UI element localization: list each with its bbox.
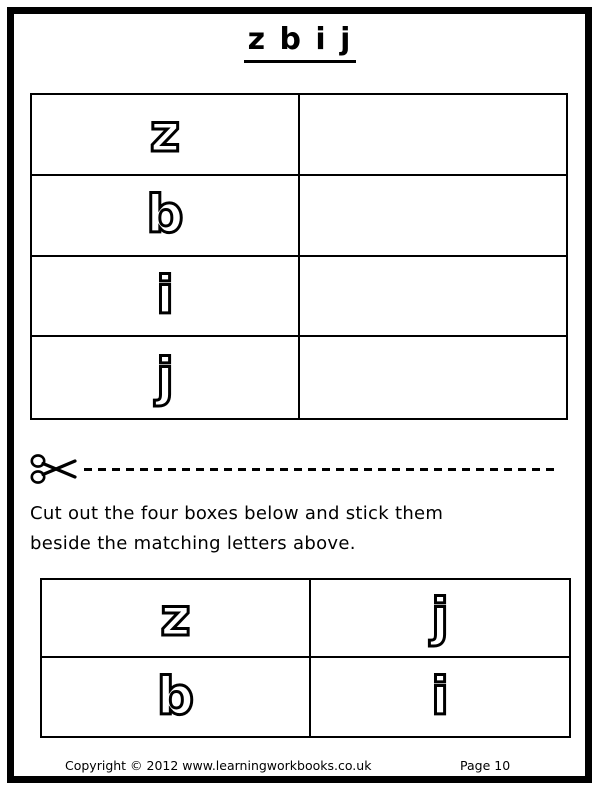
letter-cell-b bbox=[32, 176, 300, 257]
instruction-line-2: beside the matching letters above. bbox=[30, 533, 356, 554]
bubble-letter-b: b bbox=[146, 185, 184, 246]
copyright-text: Copyright © 2012 www.learningworkbooks.co.uk bbox=[65, 758, 372, 773]
scissors-icon bbox=[30, 452, 78, 486]
answer-cell-j bbox=[300, 337, 566, 418]
cutout-cell-i bbox=[311, 658, 569, 736]
bubble-letter-i-cutout: i bbox=[431, 667, 449, 727]
bubble-letter-z: z bbox=[149, 104, 181, 165]
letter-cell-j bbox=[32, 337, 300, 418]
page-number: Page 10 bbox=[460, 758, 511, 773]
answer-cell-i bbox=[300, 257, 566, 338]
title-row bbox=[0, 22, 600, 63]
cutout-table bbox=[40, 578, 571, 738]
instruction-line-1: Cut out the four boxes below and stick them bbox=[30, 503, 444, 524]
instruction-text bbox=[30, 499, 550, 559]
letter-match-table bbox=[30, 93, 568, 420]
cutout-cell-j bbox=[311, 580, 569, 658]
cut-line-row bbox=[30, 452, 558, 486]
cutout-cell-b bbox=[42, 658, 311, 736]
bubble-letter-b-cutout: b bbox=[156, 667, 195, 727]
letter-cell-i bbox=[32, 257, 300, 338]
answer-cell-b bbox=[300, 176, 566, 257]
cutout-cell-z bbox=[42, 580, 311, 658]
answer-cell-z bbox=[300, 95, 566, 176]
bubble-letter-j: j bbox=[156, 347, 174, 408]
letter-cell-z bbox=[32, 95, 300, 176]
bubble-letter-z-cutout: z bbox=[160, 588, 191, 648]
bubble-letter-i: i bbox=[156, 265, 174, 326]
dashed-cut-line bbox=[84, 468, 558, 471]
bubble-letter-j-cutout: j bbox=[431, 588, 449, 648]
page-title: z b i j bbox=[244, 22, 357, 63]
